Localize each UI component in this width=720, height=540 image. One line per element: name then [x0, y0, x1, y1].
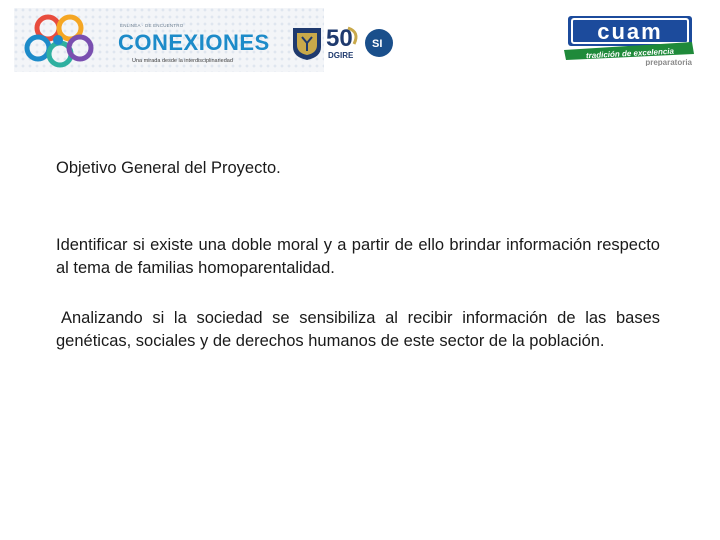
cuam-level: preparatoria: [645, 58, 692, 66]
conexiones-logo-icon: [18, 10, 104, 72]
analysis-paragraph: [56, 307, 660, 353]
conexiones-banner: [14, 8, 324, 72]
cuam-slogan: tradición de excelencia: [585, 46, 675, 61]
unam-seal-icon: [290, 25, 324, 61]
page-title: Objetivo General del Proyecto.: [56, 159, 281, 177]
event-title: CONEXIONES: [118, 30, 270, 55]
si-logo-icon: [364, 28, 394, 58]
cuam-name: cuam: [597, 19, 663, 44]
si-label: SI: [372, 38, 383, 50]
cuam-logo-icon: [560, 14, 700, 66]
analysis-text: Analizando si la sociedad se sensibiliza al recibir información de las bases genéticas, sociales y de derechos humanos de este sector de la población.: [56, 309, 660, 350]
objective-paragraph: Identificar si existe una doble moral y a partir de ello brindar información respecto al tema de familias homoparentalidad.: [56, 236, 660, 277]
digire-label: DGIRE: [328, 51, 354, 60]
event-subtitle: Una mirada desde la interdisciplinariedad: [132, 58, 233, 64]
svg-text:50: 50: [326, 25, 353, 52]
digire-50-logo-icon: [324, 22, 362, 62]
event-small-label: ENLINEA · DE ENCUENTRO: [120, 23, 184, 28]
